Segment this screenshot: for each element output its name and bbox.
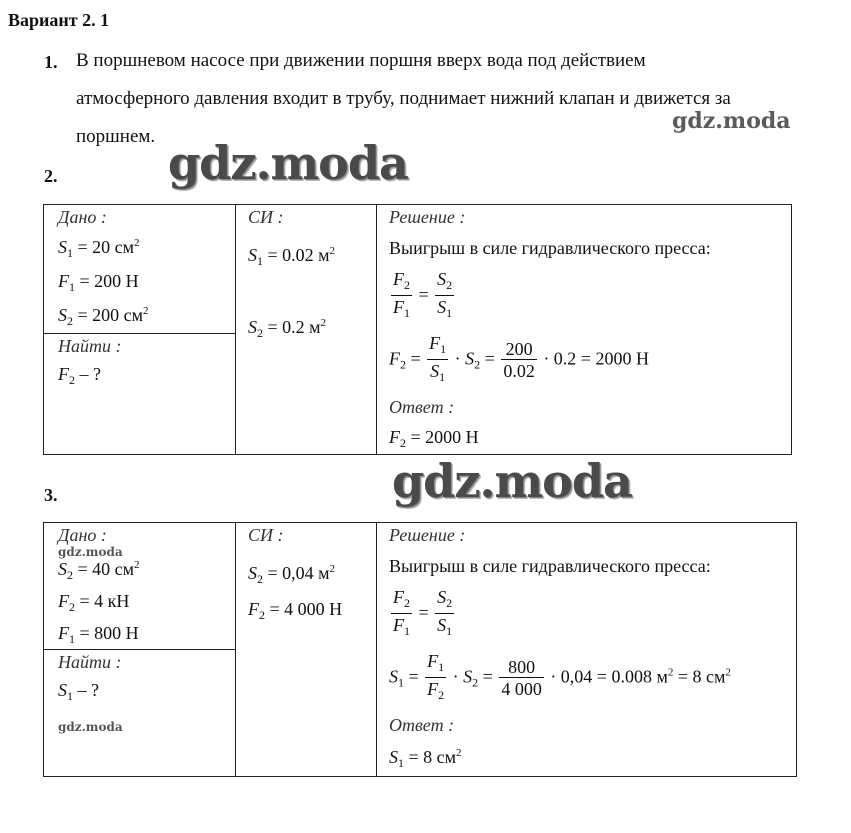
watermark: gdz.moda <box>58 720 123 734</box>
find-header: Найти : <box>58 336 122 356</box>
find-item: $F_2$ – ? <box>58 364 101 387</box>
solution-cell <box>377 523 797 777</box>
formula-calc: $S_1$ = $\frac{F_1}{F_2}$ · $S_2$ = $\frac{800}{4 000}$ · 0,04 = 0.008 $м^2 = 8$ $см^2$ <box>389 651 731 702</box>
given-item: $F_2 = 4$ кН <box>58 591 130 614</box>
given-item: $S_2 = 200$ $см^2$ <box>58 305 149 328</box>
watermark: gdz.moda <box>392 454 632 508</box>
given-item: $S_1 = 20$ $см^2$ <box>58 237 140 260</box>
task1-line-3: поршнем. <box>76 126 156 147</box>
formula-ratio: $\frac{F_2}{F_1}$ = $\frac{S_2}{S_1}$ <box>393 269 453 320</box>
find-cell <box>44 334 236 455</box>
given-header: Дано : <box>58 525 107 545</box>
task2-table <box>43 204 792 455</box>
watermark: gdz.moda <box>168 136 408 190</box>
given-item: $F_1 = 200$ Н <box>58 271 139 294</box>
given-cell <box>44 523 236 650</box>
task1-number: 1. <box>44 52 58 72</box>
solution-text: Выигрыш в силе гидравлического пресса: <box>389 238 711 258</box>
si-header: СИ : <box>248 207 284 227</box>
si-item: $S_1 = 0.02$ $м^2$ <box>248 245 336 268</box>
si-item: $F_2 = 4$ 000 Н <box>248 599 343 622</box>
solution-text: Выигрыш в силе гидравлического пресса: <box>389 556 711 576</box>
solution-cell <box>377 205 792 455</box>
find-cell <box>44 650 236 777</box>
answer: $S_1 = 8$ $см^2$ <box>389 747 462 770</box>
find-item: $S_1$ – ? <box>58 680 99 703</box>
solution-header: Решение : <box>389 525 466 545</box>
task3-table <box>43 522 797 777</box>
task1-line-1: В поршневом насосе при движении поршня вверх вода под действием <box>76 50 646 71</box>
answer-header: Ответ : <box>389 397 455 417</box>
solution-header: Решение : <box>389 207 466 227</box>
task3-number: 3. <box>44 485 58 505</box>
si-item: $S_2 = 0.2$ $м^2$ <box>248 317 327 340</box>
find-header: Найти : <box>58 652 122 672</box>
task1-line-2: атмосферного давления входит в трубу, поднимает нижний клапан и движется за <box>76 88 731 109</box>
page-title: Вариант 2. 1 <box>8 10 110 30</box>
answer: $F_2 = 2000$ Н <box>389 427 479 450</box>
given-item: $F_1 = 800$ Н <box>58 623 139 646</box>
answer-header: Ответ : <box>389 715 455 735</box>
si-header: СИ : <box>248 525 284 545</box>
watermark: gdz.moda <box>672 108 791 134</box>
formula-ratio: $\frac{F_2}{F_1}$ = $\frac{S_2}{S_1}$ <box>393 587 453 638</box>
si-cell <box>236 205 377 455</box>
task2-number: 2. <box>44 166 58 186</box>
formula-calc: $F_2$ = $\frac{F_1}{S_1}$ · $S_2$ = $\frac{200}{0.02}$ · 0.2 = 2000 Н <box>389 333 649 384</box>
given-item: $S_2 = 40$ $см^2$ <box>58 559 140 582</box>
watermark: gdz.moda <box>58 545 123 559</box>
si-cell <box>236 523 377 777</box>
given-header: Дано : <box>58 207 107 227</box>
si-item: $S_2 = 0,04$ $м^2$ <box>248 563 336 586</box>
given-cell <box>44 205 236 334</box>
